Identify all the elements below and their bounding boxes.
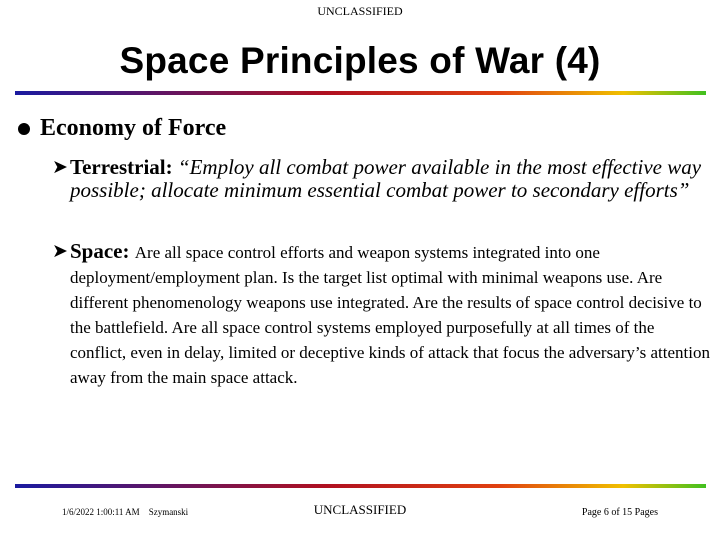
footer-date: 1/6/2022 1:00:11 AM: [62, 507, 140, 517]
bottom-rule: [15, 484, 706, 488]
arrow-bullet-icon: ➤: [52, 241, 68, 262]
footer-classification: UNCLASSIFIED: [313, 502, 407, 517]
top-rule: [15, 91, 706, 95]
slide-title: Space Principles of War (4): [119, 40, 601, 81]
arrow-bullet-icon: ➤: [52, 157, 68, 178]
classification-top: UNCLASSIFIED: [317, 4, 403, 18]
bullet-label: Economy of Force: [40, 115, 227, 141]
footer-author: Szymanski: [148, 507, 189, 517]
sub-bullet-terrestrial: [52, 155, 702, 202]
terrestrial-label: Terrestrial:: [70, 155, 173, 179]
footer-page-number: Page 6 of 15 Pages: [581, 507, 658, 518]
bullet-dot-icon: [18, 123, 30, 135]
sub-bullet-space: [52, 239, 710, 387]
space-label: Space:: [70, 239, 130, 263]
terrestrial-text: “Employ all combat power available in the most effective way possible; allocate minimum essential combat power to secondary efforts”: [70, 155, 702, 202]
bullet-economy-of-force: [18, 115, 226, 142]
space-text: Are all space control efforts and weapon systems integrated into one deployment/employment plan. Is the target list optimal with minimal weapons use. Are different phenomenology weapons use integrated. Are the results of space control decisive to the battlefield. Are all space control systems employed purposefully at all times of the conflict, even in delay, limited or deceptive kinds of attack that focus the adversary’s attention away from the main space attack.: [70, 243, 710, 387]
